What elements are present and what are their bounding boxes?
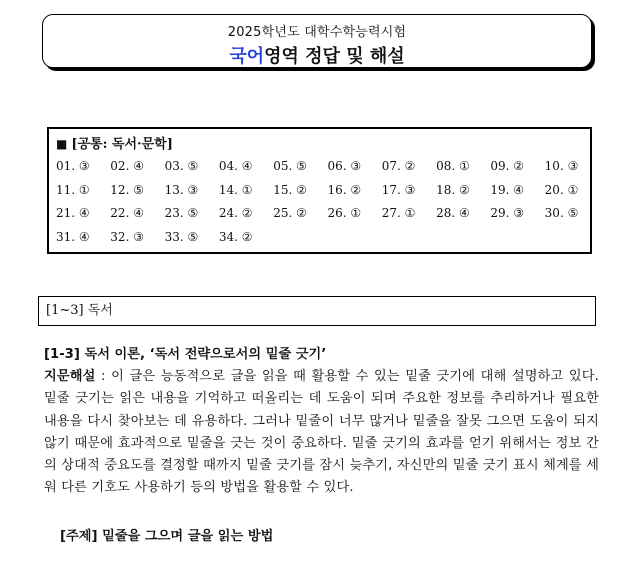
answer-key-box <box>47 127 592 254</box>
answer-item: 03. ⑤ <box>164 159 199 173</box>
answer-item: 16. ② <box>327 182 362 197</box>
answer-item: 11. ① <box>56 182 90 197</box>
answer-item: 31. ④ <box>56 229 90 244</box>
section-header <box>38 296 596 326</box>
passage-theme: [주제] 밑줄을 그으며 글을 읽는 방법 <box>60 529 274 544</box>
answer-item: 05. ⑤ <box>273 159 307 173</box>
explanation-label: 지문해설 <box>44 369 96 384</box>
answer-item: 04. ④ <box>218 159 253 173</box>
answer-item: 29. ③ <box>490 206 525 220</box>
answer-item: 26. ① <box>327 206 362 220</box>
answer-item: 18. ② <box>436 182 470 197</box>
answer-item: 08. ① <box>436 159 470 173</box>
answer-item: 13. ③ <box>164 182 199 197</box>
title-rest: 영역 정답 및 해설 <box>264 46 405 67</box>
answer-item: 34. ② <box>218 229 253 244</box>
answer-grid <box>56 155 590 249</box>
title-subject: 국어 <box>229 46 265 67</box>
answer-item: 27. ① <box>381 206 416 220</box>
answer-item: 30. ⑤ <box>544 206 579 220</box>
answer-item: 12. ⑤ <box>110 182 144 197</box>
answer-item: 02. ④ <box>110 159 144 173</box>
answer-item: 07. ② <box>381 159 416 173</box>
answer-key-header <box>56 133 590 155</box>
answer-item: 32. ③ <box>110 229 144 244</box>
answer-item: 33. ⑤ <box>164 229 199 244</box>
answer-item: 14. ① <box>218 182 253 197</box>
page-title <box>43 42 591 68</box>
answer-item: 09. ② <box>490 159 525 173</box>
section-title: [1~3] 독서 <box>46 303 113 318</box>
answer-item: 28. ④ <box>436 206 470 220</box>
answer-item: 20. ① <box>544 182 579 197</box>
explanation-body: : 이 글은 능동적으로 글을 읽을 때 활용할 수 있는 밑줄 긋기에 대해 설명하고 있다. 밑줄 긋기는 읽은 내용을 기억하고 떠올리는 데 도움이 되며 주요한 정보를 추리하거나 필요한 내용을 다시 찾아보는 데 유용하다. 그러나 밑줄이 너무 많거나 밑줄을 잘못 그으면 도움이 되지 않기 때문에 효과적으로 밑줄을 긋는 것이 중요하다. 밑줄 긋기의 효과를 얻기 위해서는 정보 간의 상대적 중요도를 결정할 때까지 밑줄 긋기를 잠시 늦추기, 자신만의 밑줄 긋기 표시 체계를 세워 다른 기호도 사용하기 등의 방법을 활용할 수 있다. <box>44 369 599 496</box>
answer-item: 19. ④ <box>490 182 525 197</box>
answer-key-heading: [공통: 독서·문학] <box>71 137 173 152</box>
square-bullet-icon: ■ <box>56 137 68 151</box>
answer-item: 10. ③ <box>544 159 579 173</box>
answer-item: 06. ③ <box>327 159 362 173</box>
answer-item: 22. ④ <box>110 206 144 220</box>
answer-item: 25. ② <box>273 206 307 220</box>
answer-item: 23. ⑤ <box>164 206 199 220</box>
exam-subtitle: 2025학년도 대학수학능력시험 <box>227 25 407 40</box>
answer-item: 17. ③ <box>381 182 416 197</box>
answer-item: 01. ③ <box>56 159 90 173</box>
answer-item: 21. ④ <box>56 206 90 220</box>
passage-heading: [1-3] 독서 이론, ‘독서 전략으로서의 밑줄 긋기’ <box>44 347 327 362</box>
passage-explanation <box>44 366 599 500</box>
answer-item: 15. ② <box>273 182 307 197</box>
title-box <box>42 14 592 68</box>
answer-item: 24. ② <box>218 206 253 220</box>
